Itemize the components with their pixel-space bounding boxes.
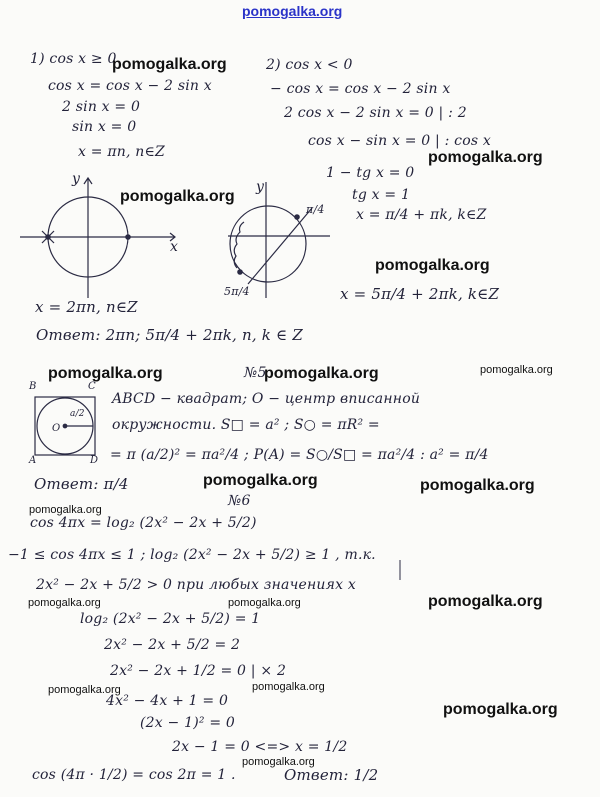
problem6-line: log₂ (2x² − 2x + 5/2) = 1 — [80, 611, 261, 627]
square-inscribed-circle — [35, 397, 95, 455]
problem6-equation: cos 4πx = log₂ (2x² − 2x + 5/2) — [30, 515, 257, 531]
problem5-line2: окружности. S□ = a² ; S○ = πR² = — [112, 417, 380, 433]
problem6-line: 2x² − 2x + 1/2 = 0 | × 2 — [110, 663, 287, 679]
case1-line: cos x = cos x − 2 sin x — [48, 78, 212, 94]
unit-circle-graph-2 — [228, 179, 330, 298]
problem5-line3: = π (a/2)² = πa²/4 ; P(A) = S○/S□ = πa²/4 : a² = π/4 — [110, 447, 489, 463]
graph2-label-y: y — [256, 179, 265, 195]
graph-label-x: x — [170, 239, 179, 255]
case2-heading: 2) cos x < 0 — [266, 57, 353, 73]
problem5-number: №5 — [244, 365, 267, 381]
graph2-point-label: π/4 — [306, 203, 325, 216]
case2-line: x = π/4 + πk, k∈Z — [356, 207, 487, 223]
case2-line: − cos x = cos x − 2 sin x — [270, 81, 451, 97]
square-label-d: D — [90, 455, 99, 466]
watermark: pomogalka.org — [228, 597, 301, 609]
case2-result: x = 5π/4 + 2πk, k∈Z — [340, 285, 500, 303]
watermark: pomogalka.org — [203, 472, 318, 489]
case1-line: sin x = 0 — [72, 119, 137, 135]
case2-line: 1 − tg x = 0 — [326, 165, 415, 181]
problem6-number: №6 — [228, 493, 251, 509]
problem5-line1: ABCD − квадрат; O − центр вписанной — [112, 391, 421, 407]
square-label-a: A — [29, 455, 37, 466]
answer-1: Ответ: 2πn; 5π/4 + 2πk, n, k ∈ Z — [36, 326, 303, 344]
watermark: pomogalka.org — [428, 149, 543, 166]
watermark: pomogalka.org — [420, 477, 535, 494]
case2-line: 2 cos x − 2 sin x = 0 | : 2 — [284, 105, 467, 121]
watermark: pomogalka.org — [264, 365, 379, 382]
case2-line: cos x − sin x = 0 | : cos x — [308, 133, 491, 149]
watermark: pomogalka.org — [480, 364, 553, 376]
problem6-line: (2x − 1)² = 0 — [140, 715, 236, 731]
square-label-o: O — [52, 423, 61, 434]
watermark: pomogalka.org — [112, 56, 227, 73]
problem5-answer: Ответ: π/4 — [34, 475, 129, 493]
watermark: pomogalka.org — [28, 597, 101, 609]
problem6-line: 2x² − 2x + 5/2 = 2 — [104, 637, 241, 653]
watermark: pomogalka.org — [48, 365, 163, 382]
problem6-answer: Ответ: 1/2 — [284, 766, 379, 784]
watermark: pomogalka.org — [120, 188, 235, 205]
graph2-label-5pi4: 5π/4 — [224, 285, 250, 298]
case1-heading: 1) cos x ≥ 0 — [30, 51, 117, 67]
case1-result: x = 2πn, n∈Z — [35, 298, 138, 316]
problem6-line: 2x − 1 = 0 <=> x = 1/2 — [172, 739, 348, 755]
watermark: pomogalka.org — [29, 504, 102, 516]
case2-line: tg x = 1 — [352, 187, 411, 203]
square-label-radius: a/2 — [70, 409, 85, 419]
watermark: pomogalka.org — [252, 681, 325, 693]
graph-label-y: y — [72, 171, 81, 187]
watermark: pomogalka.org — [242, 756, 315, 768]
watermark: pomogalka.org — [375, 257, 490, 274]
problem6-line: 4x² − 4x + 1 = 0 — [106, 693, 229, 709]
case1-line: x = πn, n∈Z — [78, 144, 165, 160]
problem6-line: cos (4π · 1/2) = cos 2π = 1 . — [32, 767, 236, 783]
site-header-link[interactable]: pomogalka.org — [242, 3, 343, 19]
problem6-line: 2x² − 2x + 5/2 > 0 при любых значениях x — [36, 577, 356, 593]
square-label-c: C — [88, 381, 96, 392]
watermark: pomogalka.org — [428, 593, 543, 610]
problem6-line: −1 ≤ cos 4πx ≤ 1 ; log₂ (2x² − 2x + 5/2) ≥ 1 , т.к. — [8, 547, 376, 563]
square-label-b: B — [29, 381, 37, 392]
watermark: pomogalka.org — [48, 684, 121, 696]
watermark: pomogalka.org — [443, 701, 558, 718]
case1-line: 2 sin x = 0 — [62, 99, 141, 115]
